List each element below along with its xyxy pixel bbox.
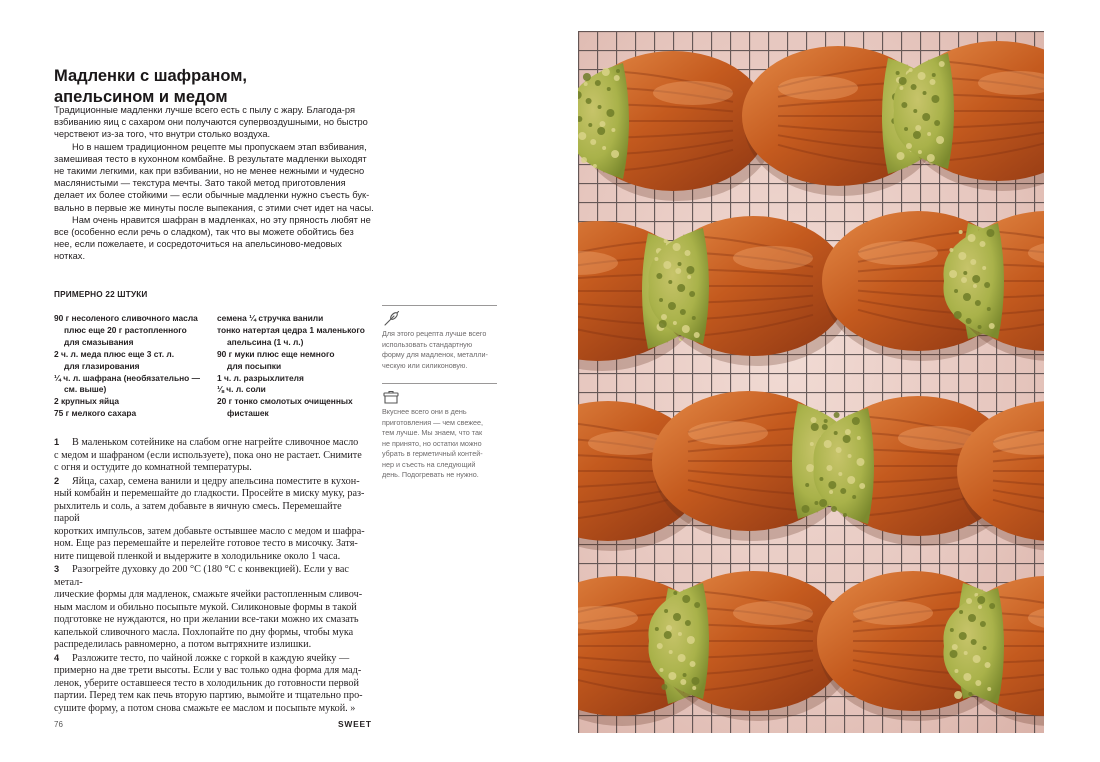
tip-line: не принято, но остатки можно [382, 438, 482, 448]
ingredient-line: ⅛ ч. л. соли [217, 384, 266, 395]
ingredient-line: семена ¼ стручка ванили [217, 313, 324, 323]
step-number: 2 [54, 475, 60, 486]
method-step [54, 475, 368, 564]
ingredient-item [54, 373, 219, 397]
step-line: рыхлитель и соль, а затем добавьте в яичную смесь. Перемешайте парой [54, 500, 342, 524]
step-line: Разложите тесто, по чайной ложке с горкой в каждую ячейку — [72, 652, 350, 664]
step-line: с медом и шафраном (если используете), пока оно не растает. Снимите [54, 449, 362, 461]
madeleines-photo [578, 31, 1044, 733]
step-line: ленок, уберите оставшееся тесто в холодильник до готовности первой [54, 677, 359, 689]
title-line: апельсином и медом [54, 88, 228, 107]
ingredient-line: фисташек [227, 408, 269, 419]
step-line: ным маслом и обильно посыпьте мукой. Силиконовые формы в такой [54, 601, 357, 613]
ingredient-item [54, 313, 219, 349]
ingredient-line: плюс еще 20 г растопленного [64, 324, 187, 335]
ingredient-line: 20 г тонко смолотых очищенных [217, 396, 353, 407]
ingredient-item [54, 396, 219, 408]
recipe-intro [54, 104, 374, 263]
ingredient-line: 90 г несоленого сливочного масла [54, 313, 198, 323]
tip-line: ческую или силиконовую. [382, 360, 468, 370]
section-label: SWEET [338, 719, 372, 729]
step-line: коротких импульсов, затем добавьте остывшее масло с медом и шафра- [54, 525, 365, 537]
recipe-title [54, 66, 374, 108]
ingredient-line: 90 г муки плюс еще немного [217, 348, 335, 359]
step-number: 1 [54, 437, 60, 447]
step-line: В маленьком сотейнике на слабом огне нагрейте сливочное масло [72, 437, 359, 448]
ingredient-item [217, 384, 382, 396]
tip-line: день. Подогревать не нужно. [382, 470, 479, 479]
step-line: примерно на две трети высоты. Если у вас только одна форма для мад- [54, 665, 362, 676]
ingredient-line: 2 ч. л. меда плюс еще 3 ст. л. [54, 348, 175, 359]
method-step [54, 652, 368, 716]
tips-sidebar [382, 305, 497, 493]
tip-line: Для этого рецепта лучше всего [382, 329, 487, 338]
ingredient-item [54, 408, 219, 420]
ingredient-line: для глазирования [64, 360, 140, 371]
storage-container-icon [382, 389, 400, 405]
step-line: капелькой сливочного масла. Похлопайте по дну формы, чтобы мука [54, 626, 354, 638]
step-line: Яйца, сахар, семена ванили и цедру апельсина поместите в кухон- [72, 475, 360, 487]
ingredient-line: апельсина (1 ч. л.) [227, 336, 304, 347]
ingredient-item [217, 396, 382, 420]
ingredient-line: 75 г мелкого сахара [54, 408, 137, 419]
tip-line: Вкуснее всего они в день [382, 407, 467, 416]
tip-line: нер и съесть на следующий [382, 459, 476, 469]
page-number: 76 [54, 720, 63, 729]
ingredient-line: для посыпки [227, 360, 282, 371]
intro-paragraph: Нам очень нравится шафран в мадленках, но эту пряность любят не все (особенно если речь о сладком), так что вы можете обойтись без нее, если пожелаете, и сосредоточиться на апельсиново-медовых нотках. [54, 214, 371, 262]
tip-line: тем лучше. Мы знаем, что так [382, 428, 483, 437]
step-line: распределилась равномерно, а потом вытряхните излишки. [54, 639, 312, 650]
method-step [54, 563, 368, 652]
ingredient-line: тонко натертая цедра 1 маленького [217, 324, 365, 335]
ingredient-item [217, 373, 382, 385]
ingredient-line: см. выше) [64, 384, 107, 395]
method-step [54, 436, 368, 475]
ingredients-list-right [217, 313, 382, 420]
tip-line: форму для мадленок, металли- [382, 350, 488, 359]
whisk-icon [382, 311, 400, 327]
step-line: с огня и остудите до комнатной температуры. [54, 462, 252, 473]
ingredient-line: 2 крупных яйца [54, 396, 120, 407]
step-line: ном. Еще раз перемешайте и перелейте готовое тесто в мисочку. Затя- [54, 538, 358, 549]
step-line: ный комбайн и перемешайте до гладкости. Просейте в миску муку, раз- [54, 488, 365, 499]
step-line: партии. Перед тем как печь вторую партию, вымойте и тщательно про- [54, 690, 363, 701]
tip-line: убрать в герметичный контей- [382, 449, 483, 458]
ingredient-line: для смазывания [64, 336, 134, 347]
step-line: лические формы для мадленок, смажьте ячейки растопленным сливоч- [54, 589, 363, 600]
ingredients-list-left [54, 313, 219, 420]
ingredient-item [217, 313, 382, 325]
intro-paragraph: Традиционные мадленки лучше всего есть с пылу с жару. Благода-ря взбиванию яиц с сахаром они получаются супервоздушными, но быстро черствеют из-за того, что внутри столько воздуха. [54, 105, 368, 140]
method-steps [54, 436, 368, 715]
step-line: подготовке не нуждаются, но при желании все-таки можно их смазать [54, 614, 359, 625]
tip-equipment [382, 305, 497, 371]
tip-line: использовать стандартную [382, 339, 473, 349]
tip-storage [382, 383, 497, 481]
ingredient-item [217, 325, 382, 349]
step-number: 3 [54, 564, 60, 574]
ingredient-item [217, 349, 382, 373]
title-line: Мадленки с шафраном, [54, 67, 247, 86]
servings-heading: ПРИМЕРНО 22 ШТУКИ [54, 290, 148, 299]
step-line: ните пищевой пленкой и выдержите в холодильнике около 1 часа. [54, 550, 341, 562]
step-line: Разогрейте духовку до 200 °C (180 °C с конвекцией). Если у вас метал- [54, 564, 349, 588]
intro-paragraph: Но в нашем традиционном рецепте мы пропускаем этап взбивания, замешивая тесто в кухонном комбайне. В результате мадленки выходят не такими легкими, как при взбивании, но не менее нежными и чудесно маслянистыми — текстура мечты. Зато такой метод приготовления делает их более стойкими — если обычные мадленки нужно съесть бук-вально в первые же минуты после выпекания, с этими счет идет на часы. [54, 141, 374, 213]
ingredient-line: 1 ч. л. разрыхлителя [217, 372, 304, 383]
step-line: сушите форму, а потом снова смажьте ее маслом и посыпьте мукой. » [54, 702, 356, 714]
tip-line: приготовления — чем свежее, [382, 417, 484, 427]
ingredient-line: ¼ ч. л. шафрана (необязательно — [54, 372, 200, 383]
ingredient-item [54, 349, 219, 373]
step-number: 4 [54, 652, 60, 663]
